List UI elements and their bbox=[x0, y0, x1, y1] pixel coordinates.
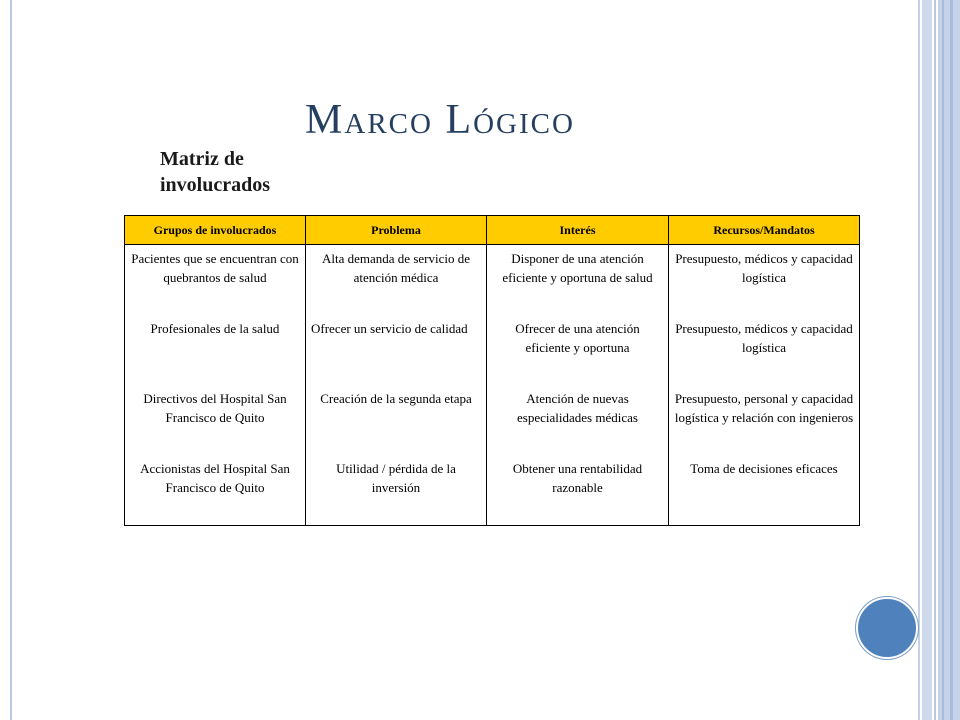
table-cell: Utilidad / pérdida de la inversión bbox=[306, 455, 487, 526]
slide-subtitle: Matriz de involucrados bbox=[160, 148, 271, 196]
header-cell: Recursos/Mandatos bbox=[669, 216, 860, 245]
table-cell: Presupuesto, personal y capacidad logística y relación con ingenieros bbox=[669, 385, 860, 455]
table-cell: Atención de nuevas especialidades médicas bbox=[487, 385, 669, 455]
table-cell: Pacientes que se encuentran con quebrantos de salud bbox=[125, 245, 306, 316]
decorative-circle bbox=[856, 597, 918, 659]
table-row bbox=[125, 455, 860, 526]
header-cell: Problema bbox=[306, 216, 487, 245]
table-cell: Alta demanda de servicio de atención médica bbox=[306, 245, 487, 316]
table-cell: Presupuesto, médicos y capacidad logística bbox=[669, 245, 860, 316]
table-cell: Directivos del Hospital San Francisco de Quito bbox=[125, 385, 306, 455]
stakeholder-matrix-table bbox=[124, 215, 860, 526]
header-cell: Interés bbox=[487, 216, 669, 245]
table-cell: Creación de la segunda etapa bbox=[306, 385, 487, 455]
slide-title: Marco Lógico bbox=[305, 97, 575, 143]
table-cell: Toma de decisiones eficaces bbox=[669, 455, 860, 526]
table-cell: Ofrecer de una atención eficiente y oportuna bbox=[487, 315, 669, 385]
right-decor-stripe bbox=[950, 0, 953, 720]
table-cell: Obtener una rentabilidad razonable bbox=[487, 455, 669, 526]
table-row bbox=[125, 245, 860, 316]
right-decor-stripe bbox=[918, 0, 920, 720]
table-cell: Accionistas del Hospital San Francisco de Quito bbox=[125, 455, 306, 526]
table-header-row bbox=[125, 216, 860, 245]
table-row bbox=[125, 315, 860, 385]
table-cell: Profesionales de la salud bbox=[125, 315, 306, 385]
right-decor-stripe bbox=[922, 0, 932, 720]
table-row bbox=[125, 385, 860, 455]
header-cell: Grupos de involucrados bbox=[125, 216, 306, 245]
right-decor-stripe bbox=[942, 0, 944, 720]
table-cell: Disponer de una atención eficiente y oportuna de salud bbox=[487, 245, 669, 316]
right-decor-stripe bbox=[934, 0, 936, 720]
table-cell: Presupuesto, médicos y capacidad logística bbox=[669, 315, 860, 385]
table-cell: Ofrecer un servicio de calidad bbox=[306, 315, 487, 385]
